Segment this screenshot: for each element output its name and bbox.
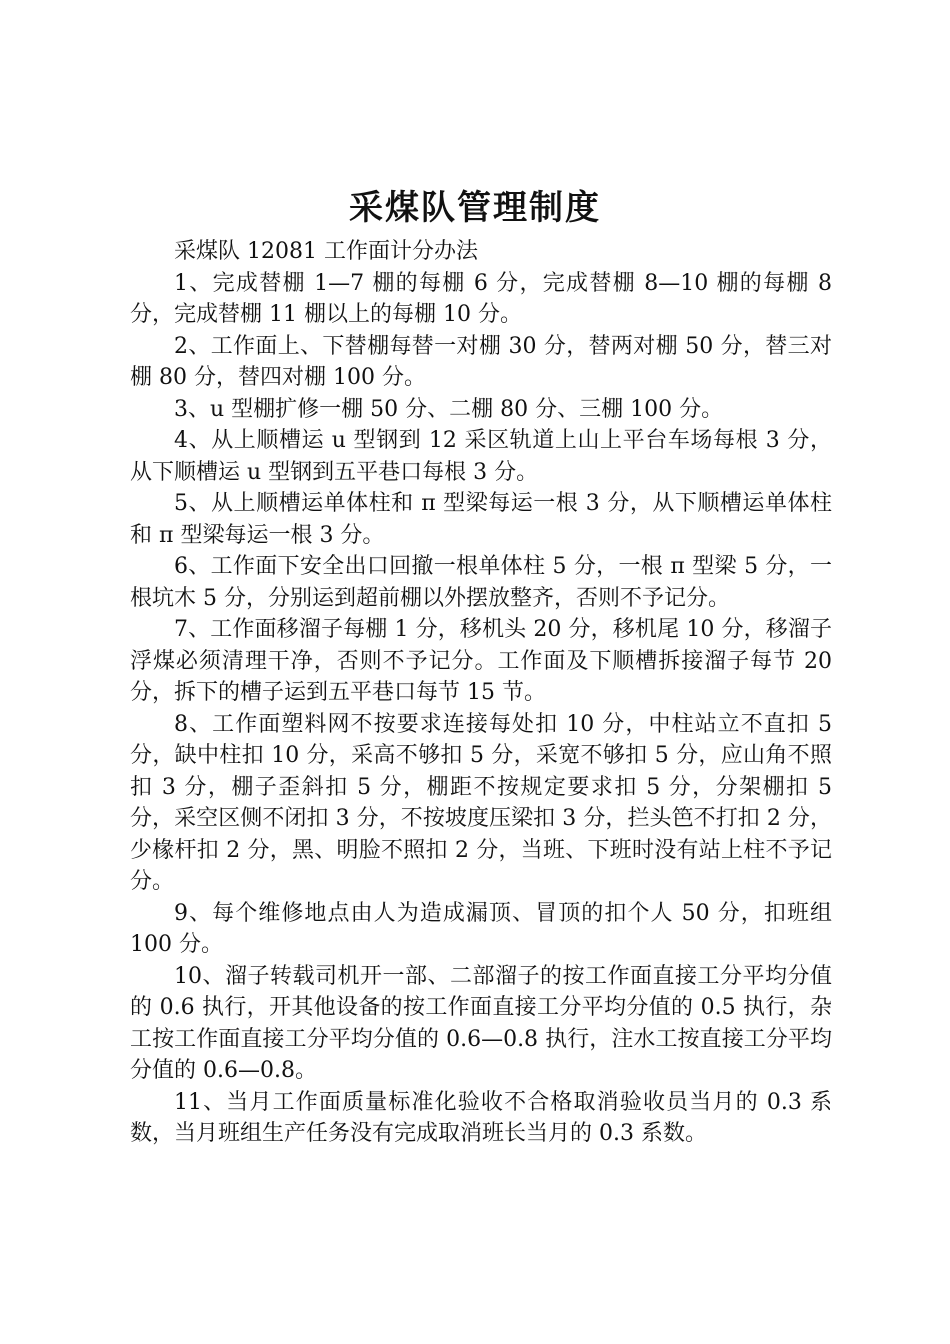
paragraph-7: 7、工作面移溜子每棚 1 分，移机头 20 分，移机尾 10 分，移溜子浮煤必须清理干净，否则不予记分。工作面及下顺槽拆接溜子每节 20 分，拆下的槽子运到五平巷口每节 15 节。: [130, 617, 832, 705]
paragraph-5: 5、从上顺槽运单体柱和 π 型梁每运一根 3 分，从下顺槽运单体柱和 π 型梁每运一根 3 分。: [130, 491, 832, 548]
paragraph-4: 4、从上顺槽运 u 型钢到 12 采区轨道上山上平台车场每根 3 分，从下顺槽运 u 型钢到五平巷口每根 3 分。: [130, 428, 832, 485]
document-body: [130, 236, 832, 1150]
document-title: 采煤队管理制度: [349, 188, 601, 228]
paragraph-11: 11、当月工作面质量标准化验收不合格取消验收员当月的 0.3 系数，当月班组生产任务没有完成取消班长当月的 0.3 系数。: [130, 1089, 832, 1146]
paragraph-10: 10、溜子转载司机开一部、二部溜子的按工作面直接工分平均分值的 0.6 执行，开其他设备的按工作面直接工分平均分值的 0.5 执行，杂工按工作面直接工分平均分值的 0.6—0.8 执行，注水工按直接工分平均分值的 0.6—0.8。: [130, 963, 832, 1083]
paragraph-1: 1、完成替棚 1—7 棚的每棚 6 分，完成替棚 8—10 棚的每棚 8 分，完成替棚 11 棚以上的每棚 10 分。: [130, 270, 832, 327]
paragraph-3: 3、u 型棚扩修一棚 50 分、二棚 80 分、三棚 100 分。: [174, 396, 724, 422]
paragraph-8: 8、工作面塑料网不按要求连接每处扣 10 分，中柱站立不直扣 5 分，缺中柱扣 10 分，采高不够扣 5 分，采宽不够扣 5 分，应山角不照扣 3 分，棚子歪斜扣 5 分，棚距不按规定要求扣 5 分，分架棚扣 5 分，采空区侧不闭扣 3 分，不按坡度压梁扣 3 分，拦头笆不打扣 2 分，少椽杆扣 2 分，黑、明脸不照扣 2 分，当班、下班时没有站上柱不予记分。: [130, 711, 832, 894]
paragraph-2: 2、工作面上、下替棚每替一对棚 30 分，替两对棚 50 分，替三对棚 80 分，替四对棚 100 分。: [130, 333, 832, 390]
document-subtitle: 采煤队 12081 工作面计分办法: [174, 239, 478, 264]
paragraph-9: 9、每个维修地点由人为造成漏顶、冒顶的扣个人 50 分，扣班组 100 分。: [130, 900, 832, 957]
paragraph-6: 6、工作面下安全出口回撤一根单体柱 5 分，一根 π 型梁 5 分，一根坑木 5 分，分别运到超前棚以外摆放整齐，否则不予记分。: [130, 554, 832, 611]
